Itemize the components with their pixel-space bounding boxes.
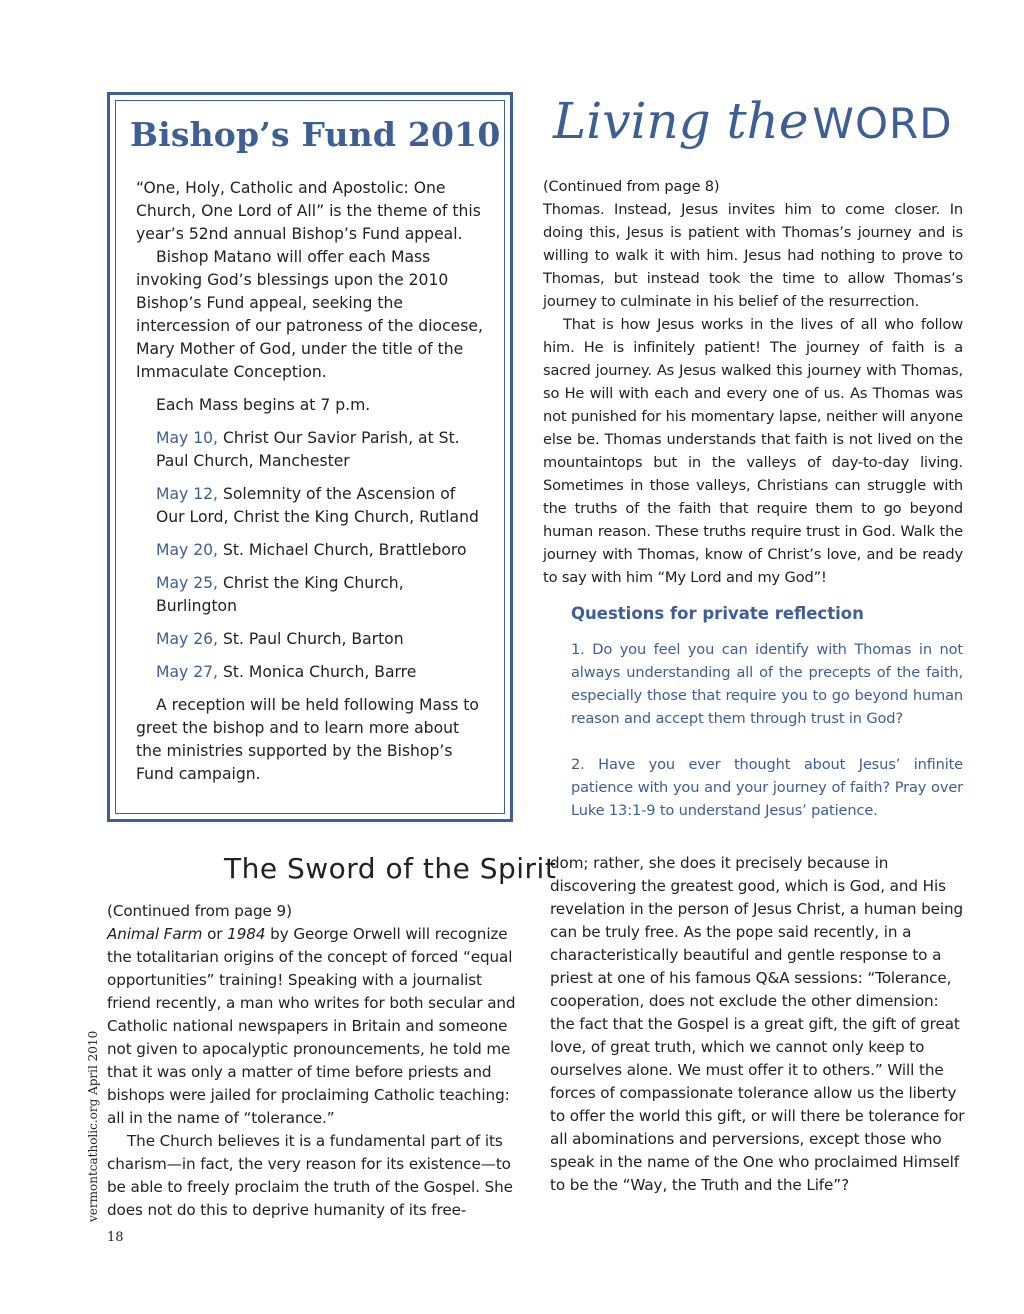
reception-text: A reception will be held following Mass to greet the bishop and to learn more about the ministries supported by the Bishop’s Fund campaign. [136, 696, 479, 783]
sword-para2: The Church believes it is a fundamental part of its charism—in fact, the very reason for its existence—to be able to freely proclaim the truth of the Gospel. She does not do this to deprive humanity of its free- [107, 1132, 513, 1219]
mass-date: May 20, [156, 541, 218, 559]
bishops-fund-para1: “One, Holy, Catholic and Apostolic: One Church, One Lord of All” is the theme of this year’s 52nd annual Bishop’s Fund appeal. [136, 179, 481, 243]
questions-title: Questions for private reflection [571, 604, 864, 623]
living-word-title-caps: WORD [812, 99, 953, 148]
mass-place: Solemnity of the Ascension of Our Lord, Christ the King Church, Rutland [156, 485, 479, 526]
mass-item [136, 572, 486, 618]
sword-body-right [550, 852, 965, 1197]
question-1: 1. Do you feel you can identify with Thomas in not always understanding all of the precepts of the faith, especially those that require you to go beyond human reason and accept them through trust in God? [571, 641, 963, 727]
mass-date: May 12, [156, 485, 218, 503]
sword-title: The Sword of the Spirit [224, 852, 557, 885]
mass-place: St. Monica Church, Barre [218, 663, 417, 681]
sword-para1-rest: by George Orwell will recognize the totalitarian origins of the concept of forced “equal opportunities” training! Speaking with a journalist friend recently, a man who writes for both secular and Catholic national newspapers in Britain and someone not given to apocalyptic pronouncements, he told me that it was only a matter of time before priests and bishops were jailed for proclaiming Catholic teaching: all in the name of “tolerance.” [107, 925, 516, 1127]
mass-time: Each Mass begins at 7 p.m. [156, 396, 371, 414]
mass-place: St. Paul Church, Barton [218, 630, 404, 648]
vertical-footer-text: vermontcatholic.org April 2010 [86, 1030, 100, 1222]
book-title-animal-farm: Animal Farm [107, 925, 203, 943]
mass-date: May 10, [156, 429, 218, 447]
mass-item [136, 483, 486, 529]
sword-body-left [107, 900, 517, 1222]
mass-date: May 26, [156, 630, 218, 648]
bishops-fund-body [136, 177, 486, 786]
mass-item [136, 628, 486, 651]
mass-item [136, 539, 486, 562]
living-word-title-script: Living the [553, 92, 809, 150]
mass-place: Christ the King Church, Burlington [156, 574, 404, 615]
living-word-continued: (Continued from page 8) [543, 178, 720, 195]
bishops-fund-title: Bishop’s Fund 2010 [130, 115, 501, 154]
mass-place: Christ Our Savior Parish, at St. Paul Church, Manchester [156, 429, 460, 470]
sword-continued: (Continued from page 9) [107, 902, 292, 920]
bishops-fund-box [107, 92, 513, 822]
living-word-para2: That is how Jesus works in the lives of all who follow him. He is infinitely patient! The journey of faith is a sacred journey. As Jesus walked this journey with Thomas, so He will with each and every one of us. As Thomas was not punished for his momentary lapse, neither will anyone else be. Thomas understands that faith is not lived on the mountaintops but in the valleys of day-to-day living. Sometimes in those valleys, Christians can struggle with the truths of the faith that require them to go beyond human reason. These truths require trust in God. Walk the journey with Thomas, know of Christ’s love, and be ready to say with him “My Lord and my God”! [543, 316, 963, 586]
sword-para3: dom; rather, she does it precisely because in discovering the greatest good, which is God, and His revelation in the person of Jesus Christ, a human being can be truly free. As the pope said recently, in a characteristically beautiful and gentle response to a priest at one of his famous Q&A sessions: “Tolerance, cooperation, does not exclude the other dimension: the fact that the Gospel is a great gift, the gift of great love, of great truth, which we cannot only keep to ourselves alone. We must offer it to others.” Will the forces of compassionate tolerance allow us the liberty to offer the world this gift, or will there be tolerance for all abominations and perversions, except those who speak in the name of the One who proclaimed Himself to be the “Way, the Truth and the Life”? [550, 854, 965, 1194]
sword-para1 [107, 923, 517, 1130]
sword-or: or [202, 925, 228, 943]
mass-date: May 27, [156, 663, 218, 681]
question-2: 2. Have you ever thought about Jesus’ infinite patience with you and your journey of faith? Pray over Luke 13:1-9 to understand Jesus’ patience. [571, 756, 963, 819]
page-number: 18 [107, 1230, 124, 1245]
living-word-body [543, 175, 963, 589]
living-word-para1: Thomas. Instead, Jesus invites him to come closer. In doing this, Jesus is patient with Thomas’s journey and is willing to walk it with him. Jesus had nothing to prove to Thomas, but instead took the time to allow Thomas’s journey to culminate in his belief of the resurrection. [543, 201, 963, 310]
mass-place: St. Michael Church, Brattleboro [218, 541, 467, 559]
book-title-1984: 1984 [227, 925, 266, 943]
questions-body [571, 638, 963, 822]
mass-item [136, 661, 486, 684]
living-word-title [553, 92, 953, 150]
mass-item [136, 427, 486, 473]
bishops-fund-para2: Bishop Matano will offer each Mass invoking God’s blessings upon the 2010 Bishop’s Fund appeal, seeking the intercession of our patroness of the diocese, Mary Mother of God, under the title of the Immaculate Conception. [136, 248, 483, 381]
mass-date: May 25, [156, 574, 218, 592]
